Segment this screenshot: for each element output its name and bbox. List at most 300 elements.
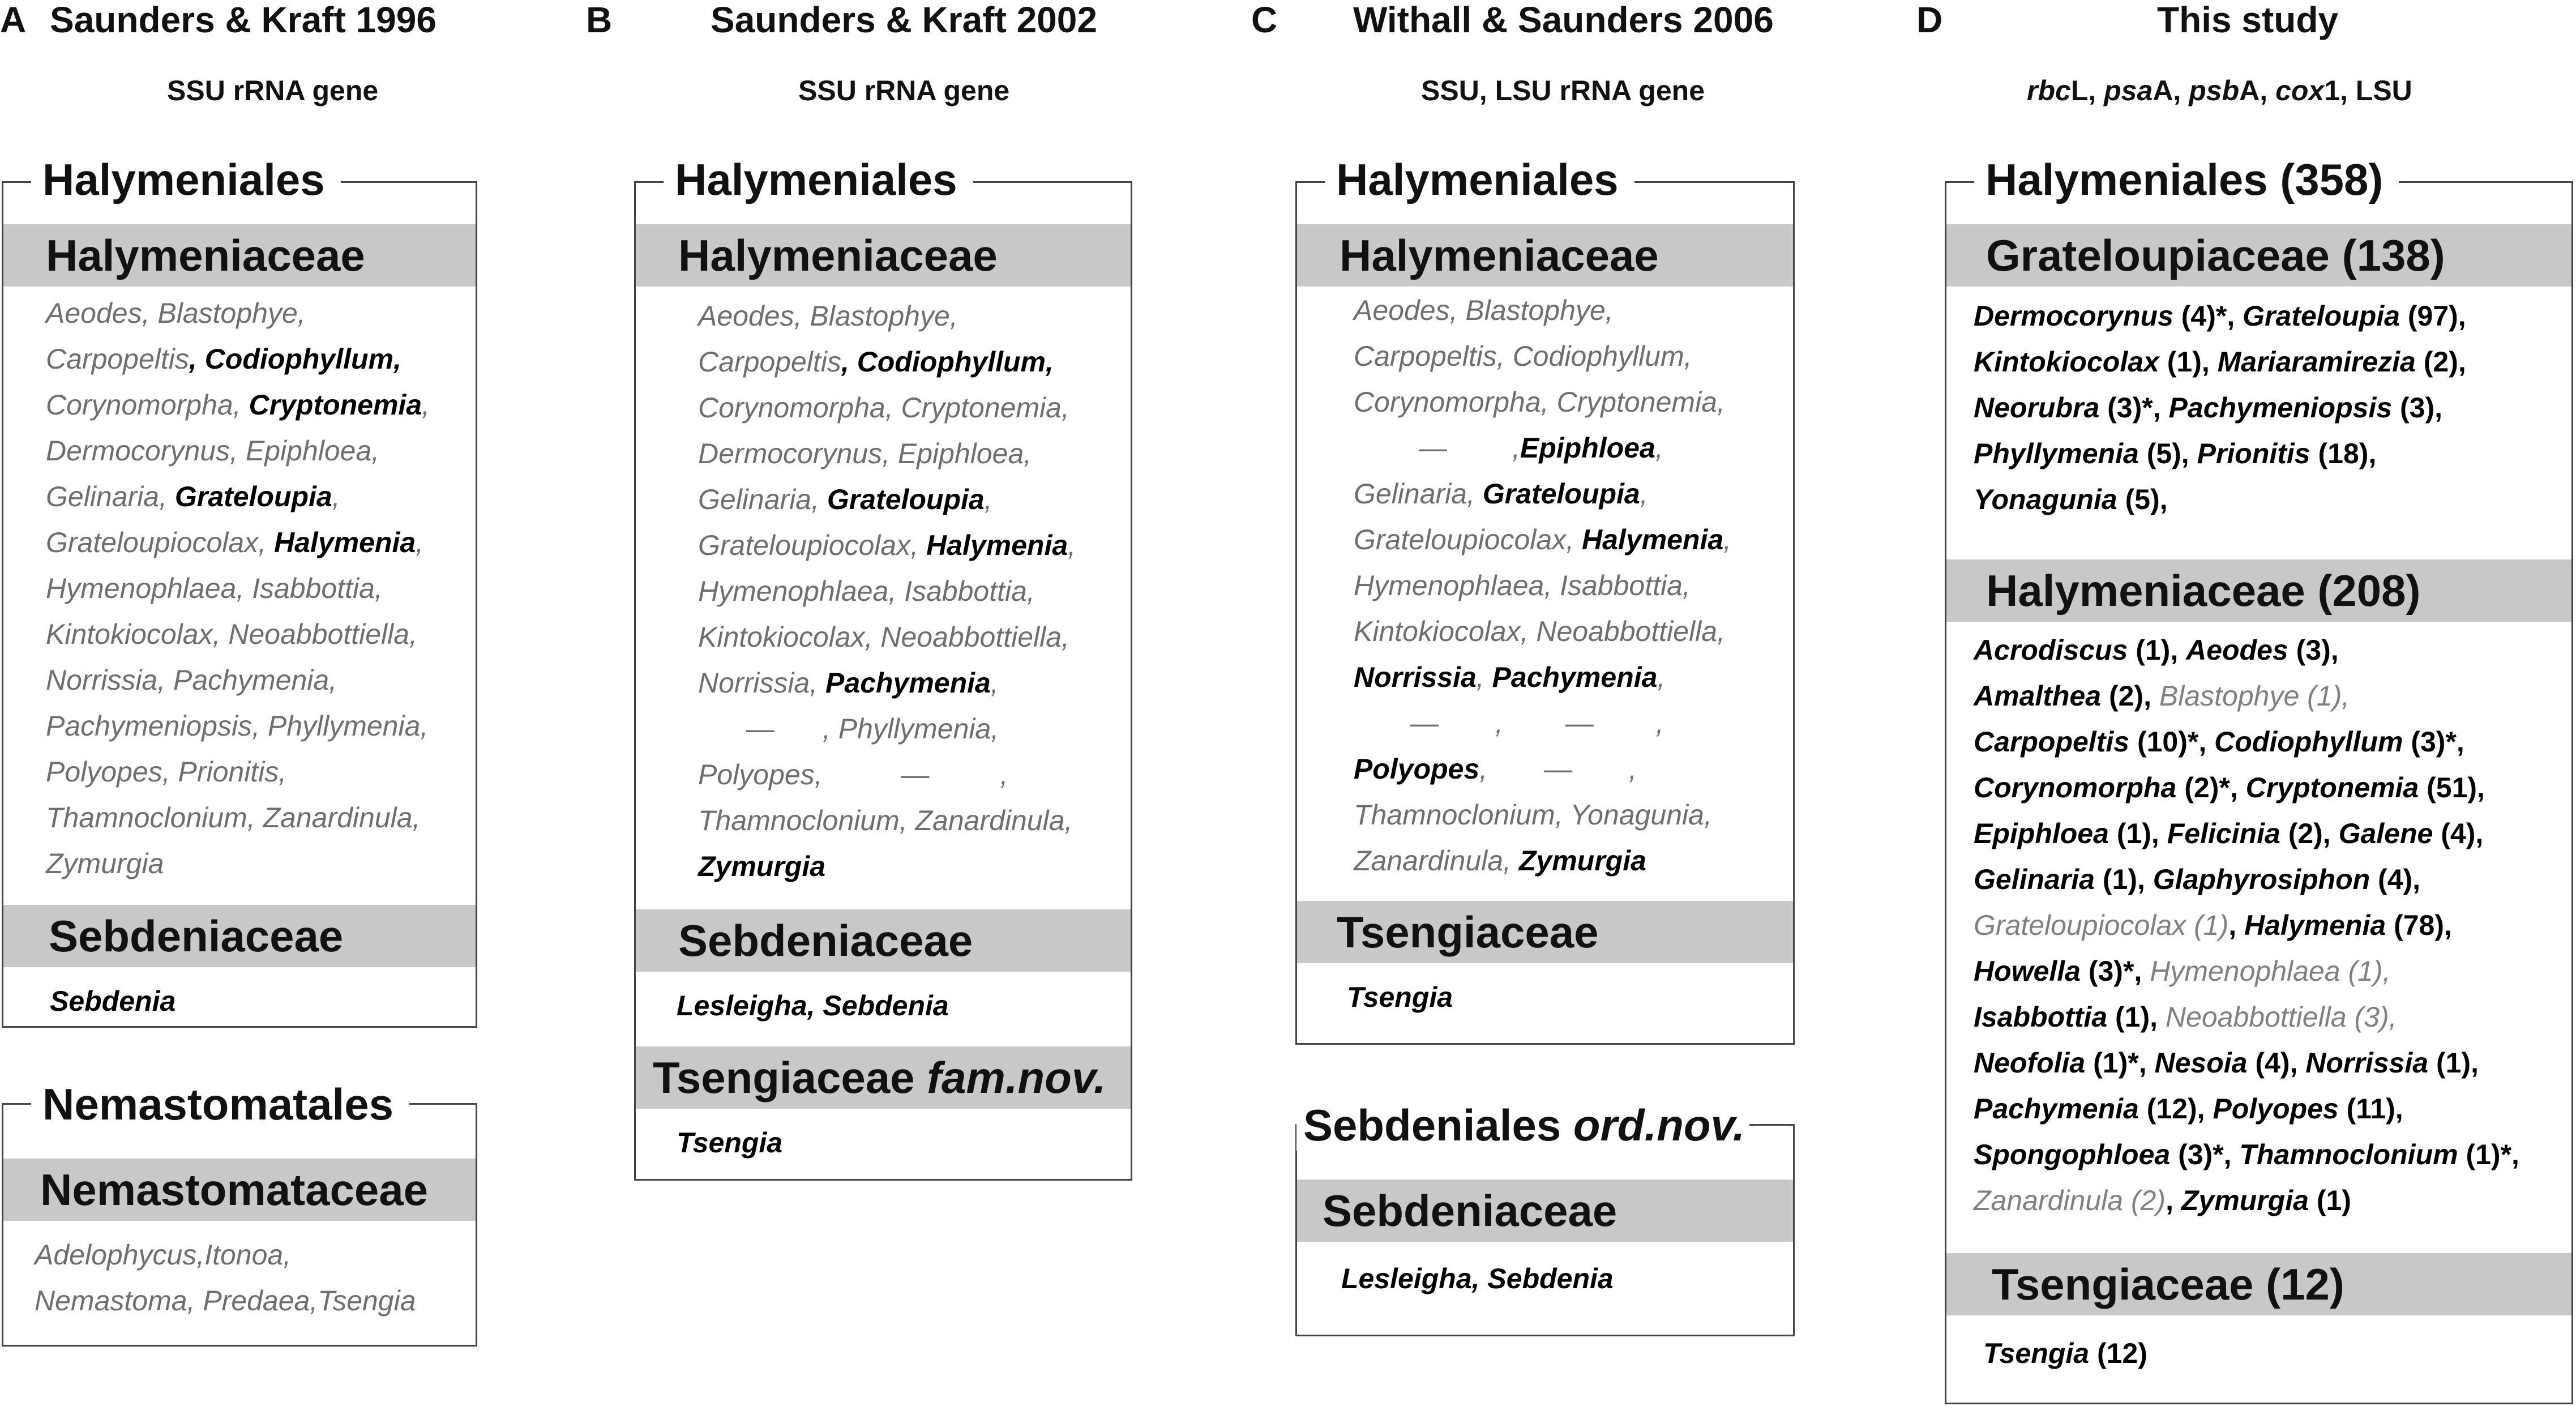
family-bar-sebdeniaceae	[636, 909, 1131, 972]
genus-highlight: Halymenia	[1582, 524, 1724, 555]
genus-text: Hymenophlaea, Isabbottia,	[46, 572, 383, 604]
genus-entry	[2167, 818, 2323, 849]
genus-name: Neofolia	[1974, 1047, 2086, 1079]
family-name: Halymeniaceae	[1340, 230, 1659, 280]
genera-line	[1354, 746, 1731, 792]
separator: ,	[2201, 346, 2218, 378]
separator: ,	[2290, 1047, 2306, 1079]
genus-name: Hymenophlaea	[2150, 955, 2340, 987]
genus-count: (1)	[2308, 1185, 2351, 1216]
panel-a	[0, 0, 566, 1406]
genera-line	[698, 523, 1076, 569]
genera-line	[698, 477, 1076, 523]
genera-line	[1354, 425, 1731, 471]
family-name: Tsengiaceae	[653, 1053, 927, 1102]
separator: ,	[2150, 1001, 2166, 1033]
family-bar-grateloupiaceae	[1946, 224, 2571, 287]
dash-placeholder: —	[1565, 707, 1594, 739]
genera-line	[1974, 627, 2519, 673]
family-bar-halymeniaceae	[3, 224, 476, 287]
gene-suffix: 1, LSU	[2324, 75, 2412, 106]
genus-count: (4),	[2370, 864, 2421, 895]
panel-letter: B	[586, 0, 613, 40]
genus-count: (4)	[2247, 1047, 2290, 1079]
genus-entry	[1983, 1337, 2147, 1369]
separator: ,	[2197, 1093, 2213, 1125]
genus-text: Hymenophlaea, Isabbottia,	[698, 575, 1035, 607]
family-name: Tsengiaceae (12)	[1992, 1259, 2344, 1309]
genus-name: Kintokiocolax	[1974, 346, 2159, 378]
genus-highlight: Cryptonemia	[249, 389, 422, 421]
genus-name: Nesoia	[2154, 1047, 2248, 1079]
genus-name: Codiophyllum	[2214, 726, 2403, 758]
panel-subtitle: SSU rRNA gene	[167, 75, 379, 106]
genus-name: Pachymeniopsis	[2168, 392, 2393, 424]
panel-title: This study	[2157, 0, 2339, 40]
separator: ,	[2170, 634, 2186, 666]
genus-count: (2)	[2280, 818, 2323, 849]
genus-count: (3)*	[2099, 392, 2153, 424]
genus-highlight: Epiphloea	[1520, 432, 1655, 464]
genera-list-tsengiaceae	[1347, 975, 1453, 1020]
separator: ,	[2134, 955, 2150, 987]
genus-entry	[2166, 1001, 2397, 1033]
genus: Lesleigha, Sebdenia	[677, 990, 949, 1022]
genus-count: (5),	[2117, 484, 2168, 515]
genus-name: Gelinaria	[1974, 864, 2095, 895]
order-box-halymeniales	[2, 181, 477, 1028]
genus-entry	[1974, 864, 2137, 895]
genus-text: ,	[1657, 661, 1666, 693]
genus: Tsengia	[677, 1127, 783, 1159]
genus-count: (1)	[2128, 634, 2171, 666]
genera-line	[1974, 994, 2519, 1040]
genus-highlight: Halymenia	[926, 529, 1068, 561]
panel-letter: A	[0, 0, 27, 40]
genus-text: ,	[984, 484, 992, 515]
genera-line	[1354, 471, 1731, 517]
genus-text: Kintokiocolax, Neoabbottiella,	[698, 621, 1069, 653]
panel-subtitle: SSU, LSU rRNA gene	[1421, 75, 1705, 106]
genus-text: ,	[1000, 759, 1008, 790]
family-bar-halymeniaceae	[1297, 224, 1793, 287]
genera-line	[1974, 765, 2519, 811]
genus-count: (1)	[2095, 864, 2137, 895]
order-box-nemastomatales	[2, 1103, 477, 1347]
order-box-sebdeniales	[1295, 1124, 1795, 1336]
separator: ,	[2322, 818, 2339, 849]
genera-line	[1974, 1178, 2519, 1224]
family-name: Halymeniaceae	[46, 230, 365, 280]
genus-entry	[1974, 1047, 2139, 1079]
genus-text: Gelinaria,	[1354, 478, 1483, 510]
genus-entry	[2243, 300, 2466, 332]
genus-name: Phyllymenia	[1974, 438, 2139, 469]
genus-count: (1)	[2108, 818, 2151, 849]
genera-line	[1974, 811, 2519, 857]
genera-list-tsengiaceae	[677, 1120, 782, 1166]
genera-line	[698, 293, 1076, 339]
genus-count: (1)	[2107, 1001, 2150, 1033]
genus-text: , Phyllymenia,	[823, 713, 999, 745]
genus-text: ,	[990, 667, 999, 699]
separator: ,	[2228, 909, 2245, 941]
gene-suffix: A,	[2153, 75, 2189, 106]
genus-count: (2)*	[2176, 772, 2230, 804]
genus: Sebdenia	[50, 985, 176, 1017]
genus-text: Zymurgia	[46, 848, 164, 879]
genus-entry	[1974, 484, 2168, 515]
genus-entry	[1974, 1139, 2224, 1170]
genus-highlight: Zymurgia	[1518, 845, 1646, 877]
genera-line	[35, 1232, 416, 1278]
genus-entry	[1974, 1001, 2150, 1033]
genera-line	[1354, 655, 1731, 700]
genus-text: Aeodes, Blastophye,	[1354, 294, 1614, 326]
genera-list-halymeniaceae	[698, 293, 1076, 890]
genera-line	[1974, 1132, 2519, 1178]
genus-name: Norrissia	[2305, 1047, 2429, 1079]
genus-text: Norrissia,	[698, 667, 826, 699]
genus-entry	[1974, 680, 2143, 712]
family-bar-tsengiaceae	[636, 1046, 1131, 1109]
genus-name: Blastophye	[2159, 680, 2300, 712]
genera-line	[698, 844, 1076, 890]
genera-line	[1354, 379, 1731, 425]
genus-entry	[1974, 1093, 2197, 1125]
genus-highlight: Zymurgia	[698, 851, 826, 882]
genus-entry	[2339, 818, 2484, 849]
family-name-suffix: fam.nov.	[927, 1053, 1106, 1102]
genus-count: (1)*	[2085, 1047, 2139, 1079]
genus-text: ,	[1068, 529, 1076, 561]
genus-text: ,	[1512, 432, 1520, 464]
genus-entry	[2218, 346, 2466, 378]
genus-name: Zanardinula	[1974, 1185, 2124, 1216]
genera-line	[1354, 517, 1731, 563]
genera-line	[698, 706, 1076, 752]
genus-text: Aeodes, Blastophye,	[46, 297, 306, 329]
genus-count: (51),	[2419, 772, 2485, 804]
genera-line	[46, 841, 430, 887]
family-bar-sebdeniaceae	[3, 905, 476, 967]
genus-entry	[1974, 955, 2134, 987]
genera-line	[1354, 700, 1731, 746]
family-name: Grateloupiaceae (138)	[1986, 230, 2445, 280]
genus: Lesleigha, Sebdenia	[1341, 1263, 1614, 1294]
genus-count: (1)	[2159, 346, 2202, 378]
separator: ,	[2151, 818, 2167, 849]
genera-line	[1974, 477, 2466, 523]
genera-list-sebdeniaceae	[677, 983, 949, 1029]
genera-line	[698, 752, 1076, 798]
genera-line	[1974, 293, 2466, 339]
genus-count: (3)*	[2080, 955, 2134, 987]
order-name: Sebdeniales	[1303, 1100, 1573, 1150]
genus-text: ,	[1495, 707, 1503, 739]
genus-text: Adelophycus,Itonoa,	[35, 1239, 292, 1271]
genus-count: (97),	[2400, 300, 2466, 332]
genus-count: (3),	[2288, 634, 2339, 666]
genus-entry	[1974, 300, 2227, 332]
dash-placeholder: —	[1544, 753, 1573, 785]
genus-name: Grateloupiocolax	[1974, 909, 2186, 941]
genus-text: Thamnoclonium, Yonagunia,	[1354, 799, 1712, 831]
genus-count: (2),	[2415, 346, 2466, 378]
genus-highlight: , Codiophyllum,	[841, 346, 1054, 378]
separator: ,	[2230, 772, 2246, 804]
genus-count: (10)*	[2129, 726, 2199, 758]
panel-d	[1916, 0, 2576, 1406]
panel-title: Saunders & Kraft 1996	[50, 0, 437, 40]
genera-line	[46, 474, 430, 520]
genus-entry	[2169, 392, 2443, 424]
genus-name: Spongophloea	[1974, 1139, 2171, 1170]
genus-entry	[2214, 726, 2464, 758]
genus-entry	[2239, 1139, 2519, 1170]
genera-line	[46, 382, 430, 428]
genus-text: ,	[1479, 753, 1488, 785]
genus-highlight: Grateloupia	[1482, 478, 1640, 510]
family-bar-halymeniaceae	[636, 224, 1131, 287]
dash-placeholder: —	[1410, 707, 1439, 739]
panel-subtitle	[2027, 74, 2412, 108]
genus-text: Carpopeltis, Codiophyllum,	[1354, 340, 1692, 372]
genus-text: Thamnoclonium, Zanardinula,	[698, 805, 1073, 836]
genus-name: Tsengia	[1983, 1337, 2090, 1369]
panel-subtitle: SSU rRNA gene	[798, 75, 1010, 106]
genera-line	[1974, 673, 2519, 719]
separator: ,	[2143, 680, 2159, 712]
genus-entry	[1974, 818, 2151, 849]
genus-entry	[2246, 772, 2485, 804]
genus-entry	[2155, 1047, 2290, 1079]
genus-name: Felicinia	[2167, 818, 2280, 849]
family-name: Halymeniaceae	[678, 230, 998, 280]
order-label-nemastomatales: Nemastomatales	[31, 1079, 409, 1130]
genus-count: (1),	[2428, 1047, 2479, 1079]
genus-count: (2)	[2123, 1185, 2166, 1216]
genera-list-tsengiaceae	[1983, 1331, 2147, 1377]
family-name: Sebdeniaceae	[1323, 1186, 1618, 1236]
dash-placeholder: —	[746, 713, 774, 745]
genus-name: Yonagunia	[1974, 484, 2117, 515]
genus-name: Amalthea	[1974, 680, 2102, 712]
genus-highlight: Polyopes	[1354, 753, 1480, 785]
separator: ,	[2181, 438, 2197, 469]
genus-count: (11),	[2338, 1093, 2403, 1125]
family-name: Halymeniaceae (208)	[1986, 566, 2421, 616]
genus-entry	[2305, 1047, 2479, 1079]
genera-list-halymeniaceae	[1974, 627, 2519, 1224]
order-label-halymeniales: Halymeniales	[31, 154, 341, 205]
genus-text: Grateloupiocolax,	[46, 527, 275, 558]
order-box-halymeniales	[1295, 181, 1795, 1045]
genus-name: Mariaramirezia	[2217, 346, 2416, 378]
family-bar-nemastomataceae	[3, 1159, 476, 1221]
genus-name: Pachymenia	[1974, 1093, 2139, 1125]
genus-name: Corynomorpha	[1974, 772, 2177, 804]
genera-line	[1354, 838, 1731, 884]
order-name-suffix: ord.nov.	[1573, 1100, 1745, 1150]
genus-count: (1)	[2186, 909, 2229, 941]
genus-entry	[1974, 1185, 2166, 1216]
genera-line	[35, 1278, 416, 1324]
genus-entry	[2159, 680, 2350, 712]
panel-c	[1251, 0, 1874, 1406]
genera-line	[1974, 857, 2519, 903]
genus-name: Isabbottia	[1974, 1001, 2108, 1033]
genus-text: ,	[1723, 524, 1732, 555]
genus-text: Gelinaria,	[698, 484, 827, 515]
genus-text: ,	[332, 481, 340, 512]
order-label-sebdeniales	[1296, 1100, 1749, 1151]
gene-suffix: L,	[2070, 75, 2104, 106]
genus-name: Neorubra	[1974, 392, 2100, 424]
genera-line	[698, 569, 1076, 614]
genera-line	[1974, 948, 2519, 994]
genus-entry	[1974, 726, 2198, 758]
genus-name: Grateloupia	[2243, 300, 2400, 332]
gene-name: rbc	[2027, 75, 2071, 106]
genera-list-halymeniaceae	[46, 290, 430, 887]
order-box-halymeniales	[1945, 181, 2573, 1404]
genus-entry	[1974, 772, 2230, 804]
genus-text: Zanardinula,	[1354, 845, 1519, 877]
genus-entry	[2197, 438, 2377, 469]
genus-text: Kintokiocolax, Neoabbottiella,	[1354, 616, 1725, 647]
genus-count: (3),	[2346, 1001, 2397, 1033]
genus-text: Carpopeltis	[698, 346, 841, 378]
gene-suffix: A,	[2239, 75, 2276, 106]
genera-line	[46, 520, 430, 566]
genera-line	[1974, 385, 2466, 431]
genera-line	[1354, 334, 1731, 379]
genus-name: Cryptonemia	[2245, 772, 2419, 804]
genus-text: Dermocorynus, Epiphloea,	[698, 438, 1032, 469]
genus-text: Aeodes, Blastophye,	[698, 300, 958, 332]
genus-text: ,	[416, 527, 424, 558]
genera-line	[1354, 288, 1731, 334]
genus-entry	[2181, 1185, 2351, 1216]
genus-text: ,	[1640, 478, 1648, 510]
genera-line	[46, 566, 430, 612]
panel-letter: C	[1251, 0, 1278, 40]
genus-name: Prionitis	[2197, 438, 2310, 469]
family-bar-sebdeniaceae	[1297, 1179, 1793, 1242]
genera-line	[1354, 563, 1731, 609]
genus-count: (1),	[2340, 955, 2391, 987]
separator: ,	[2137, 864, 2153, 895]
genera-line	[698, 614, 1076, 660]
genus-name: Aeodes	[2186, 634, 2288, 666]
genera-line	[1974, 903, 2519, 948]
genera-line	[1354, 792, 1731, 838]
genera-line	[46, 703, 430, 749]
genus-count: (4),	[2433, 818, 2484, 849]
genus-text: Polyopes, Prionitis,	[46, 756, 287, 788]
genus-text: Corynomorpha, Cryptonemia,	[698, 392, 1069, 424]
genera-line	[1983, 1331, 2147, 1377]
genera-line	[1974, 1086, 2519, 1132]
genera-list-nemastomataceae	[35, 1232, 416, 1324]
genera-line	[46, 612, 430, 657]
genus-name: Carpopeltis	[1974, 726, 2130, 758]
genus-count: (3)*,	[2403, 726, 2464, 758]
gene-name: psa	[2104, 75, 2153, 106]
genus-text: Pachymeniopsis, Phyllymenia,	[46, 710, 429, 742]
genus-name: Thamnoclonium	[2239, 1139, 2458, 1170]
genus-count: (2)	[2101, 680, 2144, 712]
genus-text: ,	[422, 389, 430, 421]
genera-line	[698, 339, 1076, 385]
genus-count: (12)	[2138, 1093, 2197, 1125]
genus-text: Thamnoclonium, Zanardinula,	[46, 802, 421, 834]
family-bar-tsengiaceae	[1946, 1253, 2571, 1315]
genus-highlight: Pachymenia	[1492, 661, 1658, 693]
genera-line	[46, 749, 430, 795]
genera-line	[1974, 1040, 2519, 1086]
dash-placeholder: —	[901, 759, 930, 790]
genus-name: Acrodiscus	[1974, 634, 2128, 666]
genus-text: ,	[1629, 753, 1637, 785]
genus-text: Nemastoma, Predaea,Tsengia	[35, 1285, 416, 1317]
genus-entry	[1974, 634, 2170, 666]
separator: ,	[2227, 300, 2243, 332]
genus-entry	[2186, 634, 2339, 666]
genus-text: Corynomorpha,	[46, 389, 249, 421]
genus-entry	[2150, 955, 2390, 987]
separator: ,	[2223, 1139, 2240, 1170]
genera-line	[698, 660, 1076, 706]
genus-count: (12)	[2089, 1337, 2147, 1369]
genera-line	[46, 657, 430, 703]
genus-entry	[2244, 909, 2452, 941]
order-label-halymeniales: Halymeniales (358)	[1974, 154, 2399, 205]
gene-name: cox	[2275, 75, 2325, 106]
genus-text: Polyopes,	[698, 759, 831, 790]
genus-count: (1)*,	[2458, 1139, 2519, 1170]
genus-count: (3),	[2392, 392, 2443, 424]
dash-placeholder: —	[1419, 432, 1447, 464]
genus-text: Dermocorynus, Epiphloea,	[46, 435, 380, 467]
family-name: Sebdeniaceae	[678, 916, 973, 965]
genera-line	[46, 336, 430, 382]
genera-line	[46, 428, 430, 474]
genus-name: Polyopes	[2213, 1093, 2339, 1125]
genera-line	[46, 290, 430, 336]
genera-line	[1974, 431, 2466, 477]
panel-b	[586, 0, 1209, 1406]
gene-name: psb	[2189, 75, 2240, 106]
genus-text: Gelinaria,	[46, 481, 175, 512]
panel-title: Withall & Saunders 2006	[1353, 0, 1774, 40]
genus-text: ,	[1655, 432, 1663, 464]
genera-line	[1974, 719, 2519, 765]
genus-text: Kintokiocolax, Neoabbottiella,	[46, 618, 417, 650]
genus-name: Glaphyrosiphon	[2153, 864, 2370, 895]
genus-entry	[1974, 392, 2153, 424]
order-label-halymeniales: Halymeniales	[1325, 154, 1634, 205]
genus-entry	[2213, 1093, 2403, 1125]
panel-letter: D	[1916, 0, 1943, 40]
genus-highlight: Norrissia	[1354, 661, 1477, 693]
genera-list-sebdeniaceae	[50, 978, 176, 1024]
genus: Tsengia	[1347, 981, 1453, 1013]
genus-highlight: Halymenia	[274, 527, 416, 558]
genus-text: Norrissia, Pachymenia,	[46, 664, 337, 696]
separator: ,	[2198, 726, 2215, 758]
